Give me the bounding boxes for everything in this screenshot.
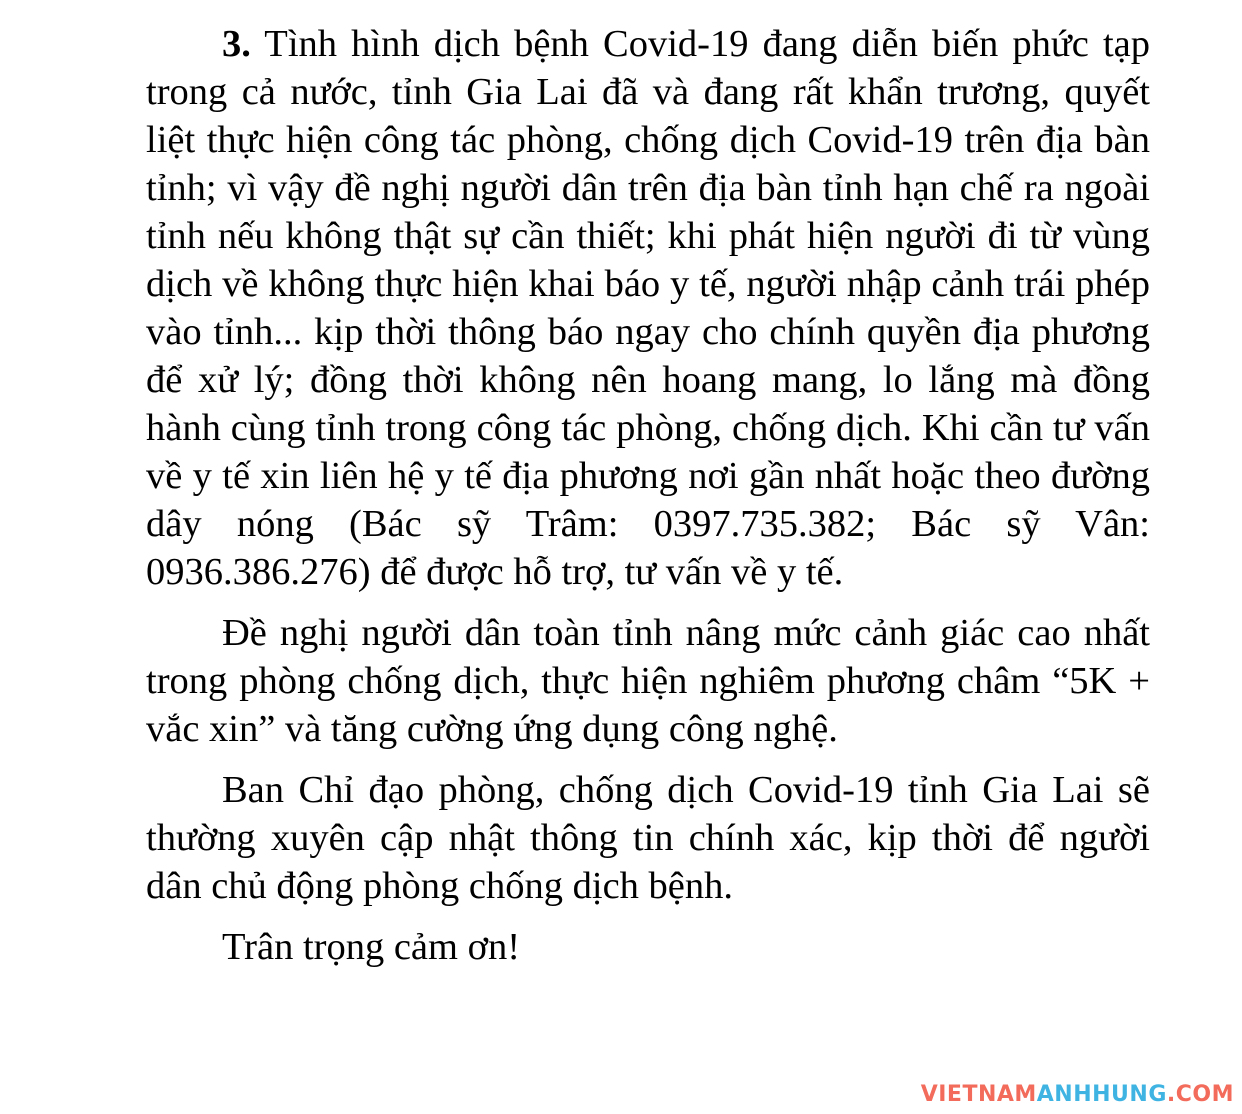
paragraph-recommendation	[146, 609, 1150, 753]
paragraph-text: Ban Chỉ đạo phòng, chống dịch Covid-19 tỉnh Gia Lai sẽ thường xuyên cập nhật thông tin chính xác, kịp thời để người dân chủ động phòng chống dịch bệnh.	[146, 769, 1150, 907]
watermark-part-1: VIETNAM	[920, 1082, 1037, 1107]
paragraph-steering-committee	[146, 766, 1150, 910]
closing-text: Trân trọng cảm ơn!	[222, 926, 521, 968]
watermark-part-2: ANHHUNG	[1036, 1082, 1167, 1107]
paragraph-closing	[146, 923, 1150, 971]
site-watermark	[921, 1082, 1234, 1108]
paragraph-number: 3.	[222, 23, 251, 65]
paragraph-text: Tình hình dịch bệnh Covid-19 đang diễn biến phức tạp trong cả nước, tỉnh Gia Lai đã và đang rất khẩn trương, quyết liệt thực hiện công tác phòng, chống dịch Covid-19 trên địa bàn tỉnh; vì vậy đề nghị người dân trên địa bàn tỉnh hạn chế ra ngoài tỉnh nếu không thật sự cần thiết; khi phát hiện người đi từ vùng dịch về không thực hiện khai báo y tế, người nhập cảnh trái phép vào tỉnh... kịp thời thông báo ngay cho chính quyền địa phương để xử lý; đồng thời không nên hoang mang, lo lắng mà đồng hành cùng tỉnh trong công tác phòng, chống dịch. Khi cần tư vấn về y tế xin liên hệ y tế địa phương nơi gần nhất hoặc theo đường dây nóng (Bác sỹ Trâm: 0397.735.382; Bác sỹ Vân: 0936.386.276) để được hỗ trợ, tư vấn về y tế.	[146, 23, 1150, 593]
paragraph-text: Đề nghị người dân toàn tỉnh nâng mức cảnh giác cao nhất trong phòng chống dịch, thực hiện nghiêm phương châm “5K + vắc xin” và tăng cường ứng dụng công nghệ.	[146, 612, 1150, 750]
document-body	[146, 20, 1150, 984]
watermark-part-3: .COM	[1166, 1082, 1234, 1107]
paragraph-3	[146, 20, 1150, 596]
